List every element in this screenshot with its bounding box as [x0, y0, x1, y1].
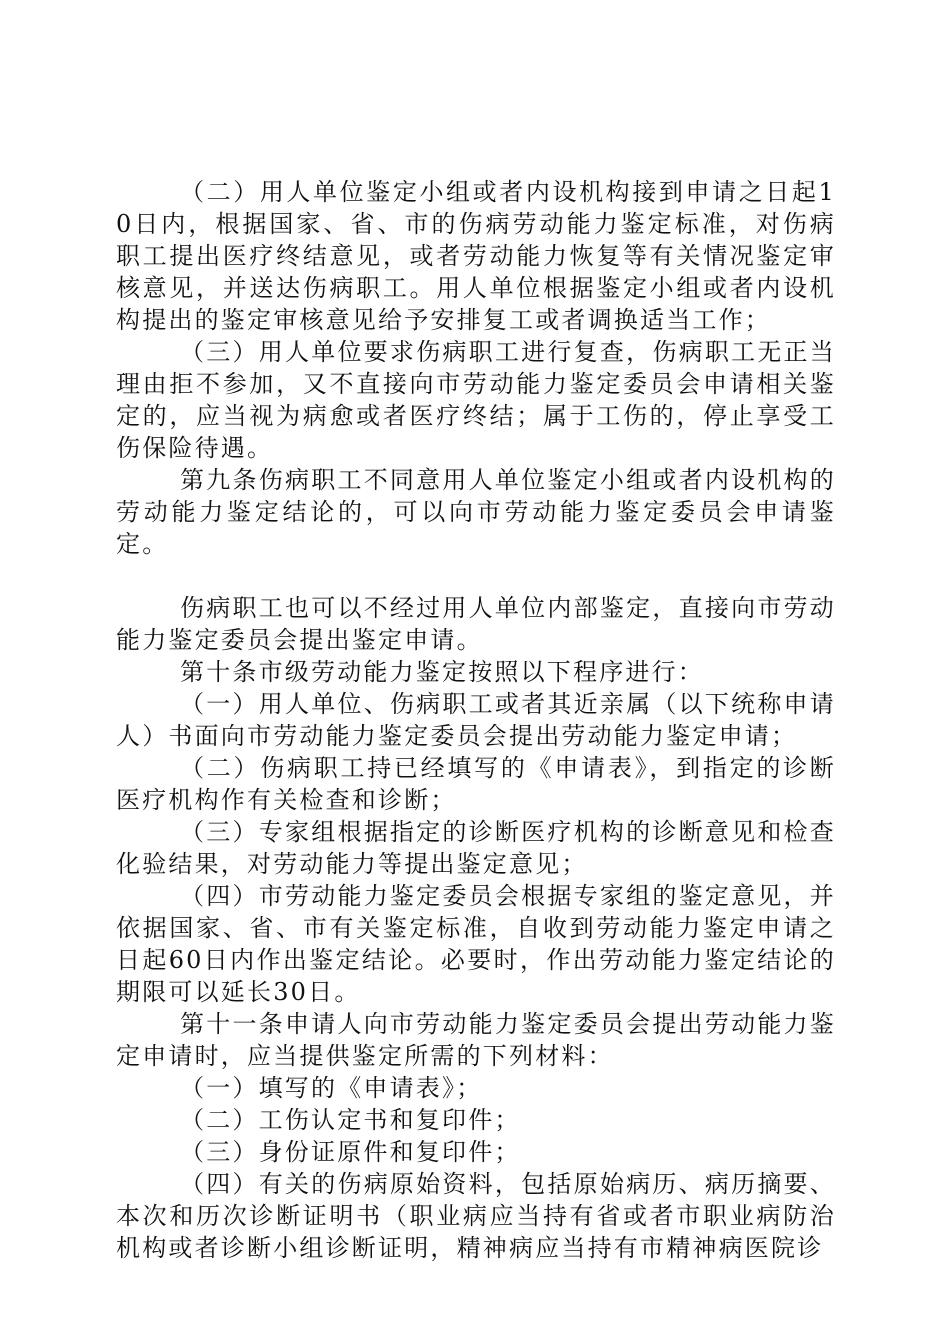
paragraph-article-10-item-4: （四）市劳动能力鉴定委员会根据专家组的鉴定意见，并依据国家、省、市有关鉴定标准，自收到劳动能力鉴定申请之日起60日内作出鉴定结论。必要时，作出劳动能力鉴定结论的期限可以延长30日。	[116, 882, 836, 1006]
paragraph-article-11-item-3: （三）身份证原件和复印件；	[180, 1138, 521, 1166]
paragraph-article-11-item-2: （二）工伤认定书和复印件；	[180, 1106, 521, 1134]
paragraph-article-10: 第十条市级劳动能力鉴定按照以下程序进行：	[180, 658, 704, 686]
paragraph-article-10-item-1: （一）用人单位、伤病职工或者其近亲属（以下统称申请人）书面向市劳动能力鉴定委员会提出劳动能力鉴定申请；	[116, 690, 836, 750]
paragraph-article-10-item-3: （三）专家组根据指定的诊断医疗机构的诊断意见和检查化验结果，对劳动能力等提出鉴定意见；	[116, 818, 836, 878]
paragraph-direct-application: 伤病职工也可以不经过用人单位内部鉴定，直接向市劳动能力鉴定委员会提出鉴定申请。	[116, 594, 836, 654]
paragraph-article-10-item-2: （二）伤病职工持已经填写的《申请表》，到指定的诊断医疗机构作有关检查和诊断；	[116, 754, 836, 814]
paragraph-item-2-review: （二）用人单位鉴定小组或者内设机构接到申请之日起10日内，根据国家、省、市的伤病劳动能力鉴定标准，对伤病职工提出医疗终结意见，或者劳动能力恢复等有关情况鉴定审核意见，并送达伤病职工。用人单位根据鉴定小组或者内设机构提出的鉴定审核意见给予安排复工或者调换适当工作；	[116, 178, 836, 334]
paragraph-item-3-recheck: （三）用人单位要求伤病职工进行复查，伤病职工无正当理由拒不参加，又不直接向市劳动能力鉴定委员会申请相关鉴定的，应当视为病愈或者医疗终结；属于工伤的，停止享受工伤保险待遇。	[116, 338, 836, 462]
paragraph-article-11-item-1: （一）填写的《申请表》；	[180, 1074, 483, 1102]
paragraph-article-11-item-4: （四）有关的伤病原始资料，包括原始病历、病历摘要、本次和历次诊断证明书（职业病应当持有省或者市职业病防治机构或者诊断小组诊断证明，精神病应当持有市精神病医院诊	[116, 1170, 836, 1262]
paragraph-article-9: 第九条伤病职工不同意用人单位鉴定小组或者内设机构的劳动能力鉴定结论的，可以向市劳动能力鉴定委员会申请鉴定。	[116, 466, 836, 558]
document-body	[116, 176, 836, 1264]
paragraph-spacer	[116, 560, 836, 592]
paragraph-article-11: 第十一条申请人向市劳动能力鉴定委员会提出劳动能力鉴定申请时，应当提供鉴定所需的下列材料：	[116, 1010, 836, 1070]
